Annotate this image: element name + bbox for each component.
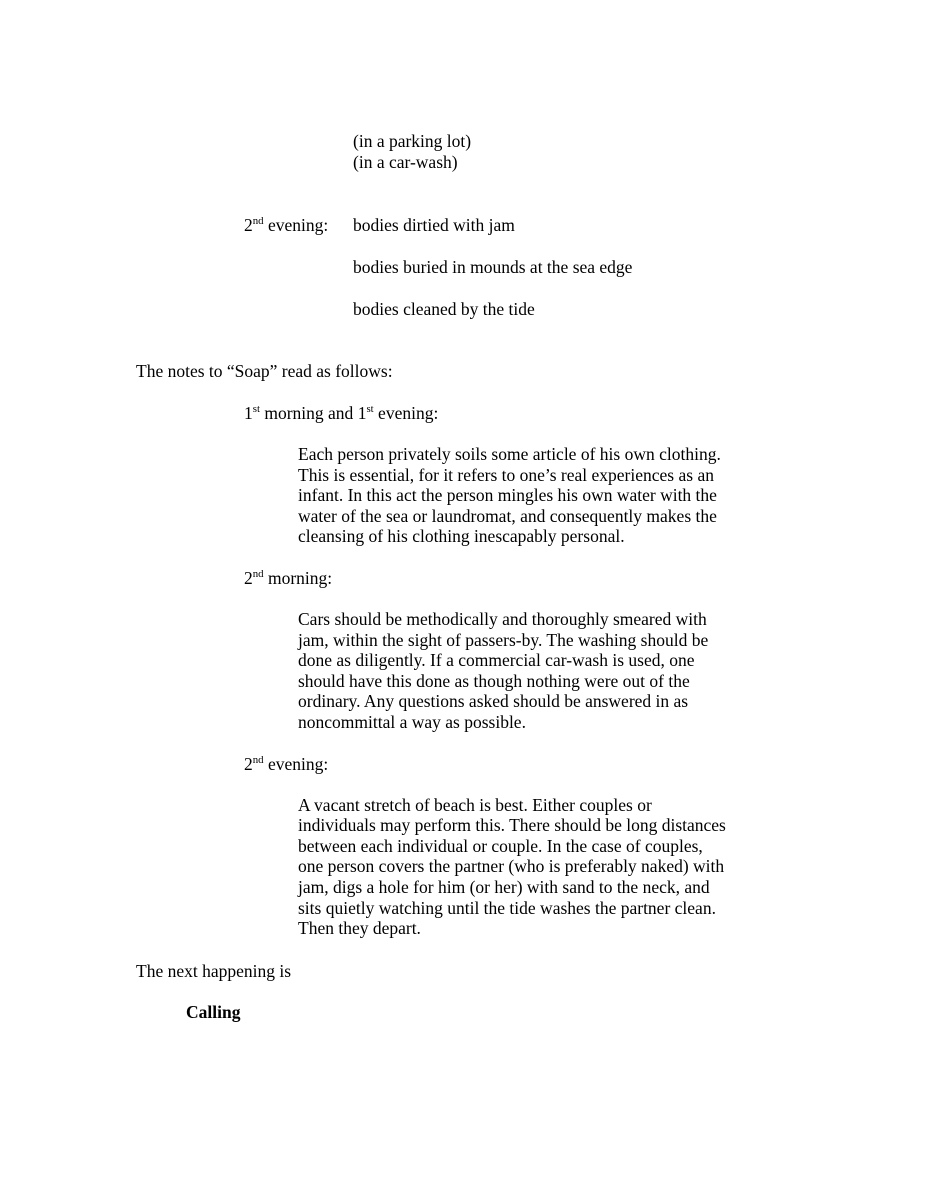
- schedule-row-1: [0, 215, 925, 236]
- closing-heading: Calling: [186, 1001, 241, 1022]
- section-body-3: A vacant stretch of beach is best. Either couples or individuals may perform this. There should be long distances between each individual or couple. In the case of couples, one person covers the partner (who is preferably naked) with jam, digs a hole for him (or her) with sand to the neck, and sits quietly watching until the tide washes the partner clean. Then they depart.: [298, 794, 726, 939]
- spacer: [0, 382, 925, 403]
- schedule-label-ordinal: nd: [252, 215, 264, 228]
- schedule-label-suffix: evening:: [263, 215, 329, 235]
- notes-intro: The notes to “Soap” read as follows:: [136, 361, 393, 381]
- spacer: [0, 278, 925, 299]
- section-heading-2: [244, 568, 925, 589]
- parenthetical-line-1: (in a parking lot): [353, 131, 472, 151]
- section-1-second-ordinal: st: [366, 403, 374, 416]
- section-3-first-ordinal: nd: [252, 753, 264, 766]
- spacer: [0, 775, 925, 795]
- schedule-label: [244, 215, 328, 236]
- schedule-entry-2: bodies buried in mounds at the sea edge: [353, 257, 633, 277]
- spacer: [0, 320, 925, 361]
- section-heading-3: [244, 754, 925, 775]
- top-spacer: [0, 0, 925, 131]
- section-2-first-ordinal: nd: [252, 568, 264, 581]
- spacer: [0, 589, 925, 609]
- spacer: [0, 982, 925, 1002]
- section-1-suffix: evening:: [373, 403, 439, 423]
- section-2-suffix: morning:: [263, 567, 333, 588]
- section-3-first-number: 2: [244, 753, 253, 774]
- schedule-entry-1: bodies dirtied with jam: [353, 215, 515, 235]
- section-1-first-number: 1: [244, 403, 253, 423]
- section-1-first-ordinal: st: [252, 403, 260, 416]
- section-heading-1: [244, 403, 925, 424]
- parenthetical-line-2: (in a car-wash): [353, 152, 458, 172]
- schedule-label-number: 2: [244, 215, 253, 235]
- spacer: [0, 733, 925, 754]
- section-1-middle: morning and: [259, 403, 358, 423]
- spacer: [0, 424, 925, 444]
- spacer: [0, 236, 925, 257]
- spacer: [0, 939, 925, 961]
- section-3-suffix: evening:: [263, 753, 329, 774]
- section-1-second-number: 1: [357, 403, 367, 423]
- spacer: [0, 173, 925, 215]
- schedule-entry-3: bodies cleaned by the tide: [353, 299, 535, 319]
- section-body-1: Each person privately soils some article of his own clothing. This is essential, for it refers to one’s real experiences as an infant. In this act the person mingles his own water with the water of the sea or laundromat, and consequently makes the cleansing of his clothing inescapably personal.: [298, 444, 721, 547]
- section-2-first-number: 2: [244, 567, 253, 588]
- section-body-2: Cars should be methodically and thoroughly smeared with jam, within the sight of passers-by. The washing should be done as diligently. If a commercial car-wash is used, one should have this done as though nothing were out of the ordinary. Any questions asked should be answered in as noncommittal a way as possible.: [298, 608, 709, 732]
- closing-line: The next happening is: [136, 960, 292, 981]
- spacer: [0, 547, 925, 568]
